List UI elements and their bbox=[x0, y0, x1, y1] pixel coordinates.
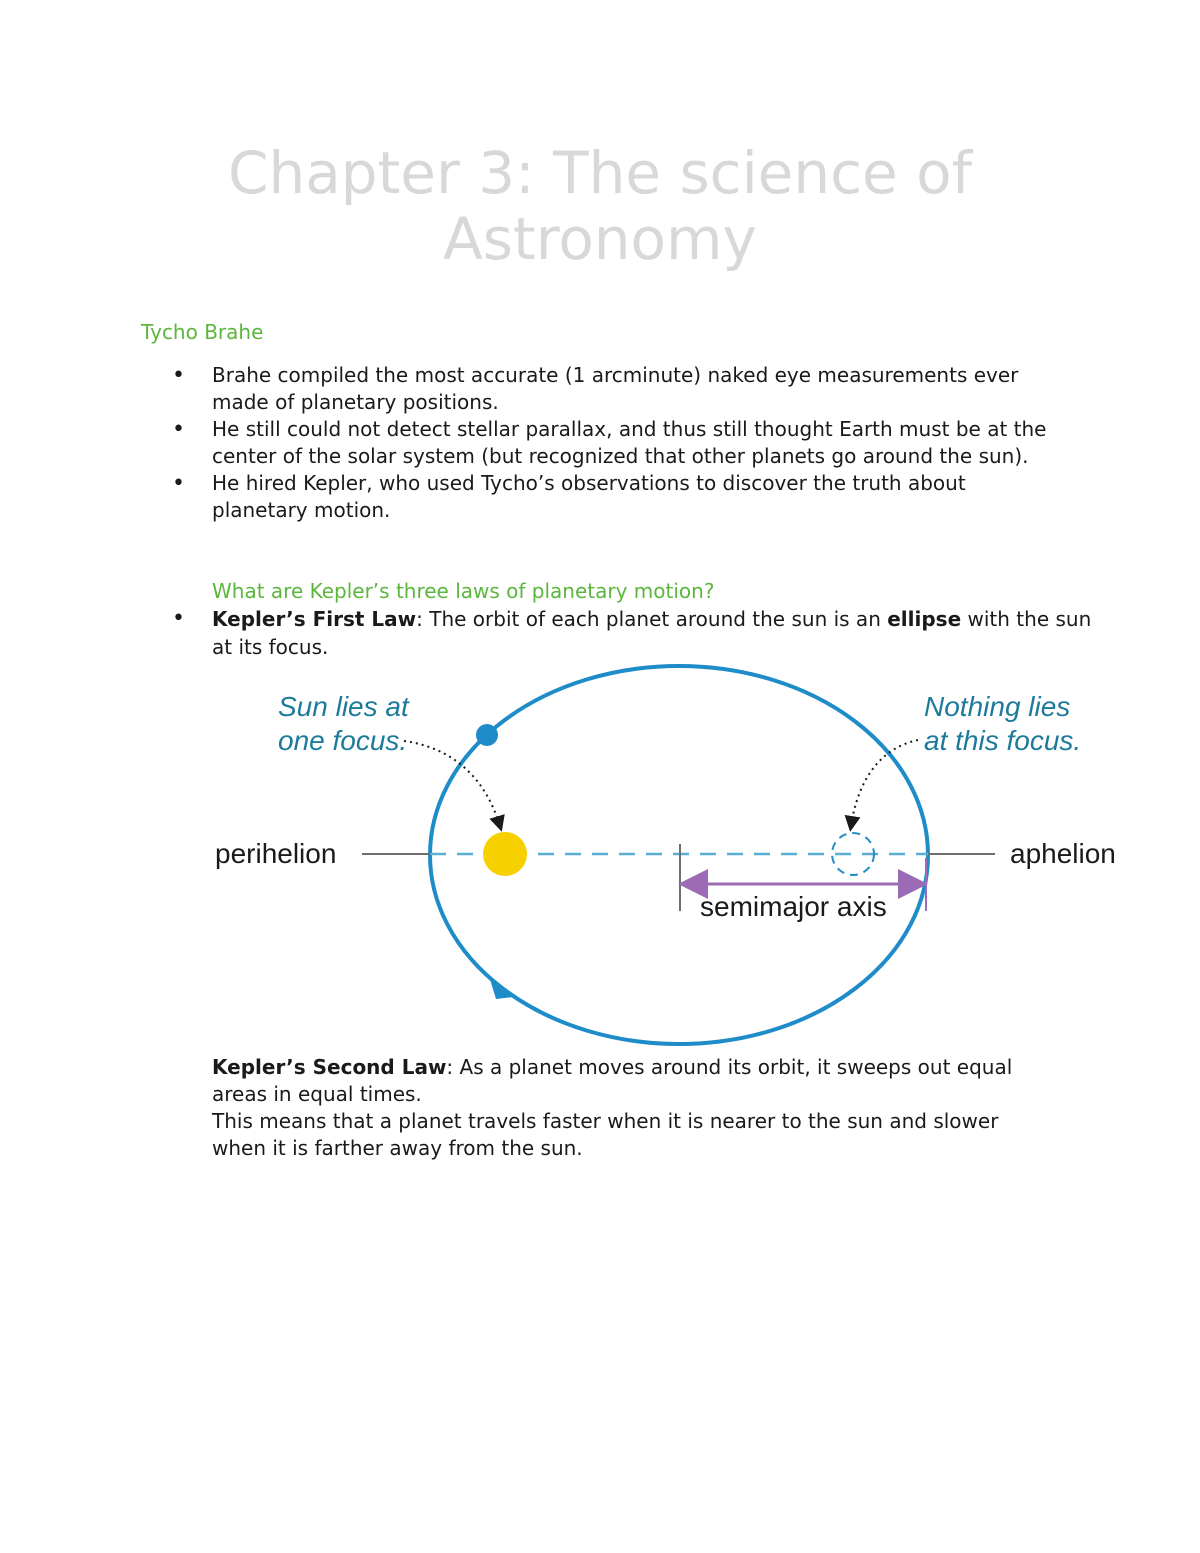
bullet-text: Brahe compiled the most accurate (1 arcminute) naked eye measurements ever made of planetary positions. bbox=[212, 363, 1019, 414]
first-law-label: Kepler’s First Law bbox=[212, 607, 417, 631]
planet-icon bbox=[476, 724, 498, 746]
aphelion-label: aphelion bbox=[1010, 838, 1116, 869]
title-line-1: Chapter 3: The science of bbox=[227, 139, 973, 207]
bullet-text: He still could not detect stellar parallax, and thus still thought Earth must be at the center of the solar system (but recognized that other planets go around the sun). bbox=[212, 417, 1047, 468]
sun-label-line-2: one focus. bbox=[278, 725, 408, 756]
perihelion-label: perihelion bbox=[215, 838, 337, 869]
first-law-text-b: with the sun at its focus. bbox=[212, 607, 1092, 659]
sun-label-line-1: Sun lies at bbox=[278, 691, 409, 722]
section-heading-tycho: Tycho Brahe bbox=[141, 320, 264, 344]
sun-pointer-arrow bbox=[404, 741, 500, 826]
bullet-icon: • bbox=[172, 606, 185, 631]
second-law-label: Kepler’s Second Law bbox=[212, 1055, 447, 1079]
bullet-icon: • bbox=[172, 471, 185, 496]
bullet-icon: • bbox=[172, 417, 185, 442]
kepler-second-law bbox=[212, 1054, 1052, 1162]
bullet-icon: • bbox=[172, 363, 185, 388]
second-law-text-b: This means that a planet travels faster when it is nearer to the sun and slower when it is farther away from the sun. bbox=[212, 1109, 999, 1160]
bullet-text: He hired Kepler, who used Tycho’s observations to discover the truth about planetary motion. bbox=[212, 471, 966, 522]
second-law-text-a: : As a planet moves around its orbit, it sweeps out equal areas in equal times. bbox=[212, 1055, 1013, 1106]
sun-icon bbox=[483, 832, 527, 876]
first-law-emphasis: ellipse bbox=[887, 607, 962, 631]
section-heading-kepler: What are Kepler’s three laws of planetary motion? bbox=[212, 579, 715, 603]
nothing-label-line-1: Nothing lies bbox=[924, 691, 1071, 722]
orbit-direction-arrow-icon bbox=[489, 976, 514, 999]
semimajor-axis-label: semimajor axis bbox=[700, 891, 887, 922]
nothing-label-line-2: at this focus. bbox=[924, 725, 1082, 756]
title-line-2: Astronomy bbox=[443, 205, 757, 273]
first-law-text-a: : The orbit of each planet around the sun is an bbox=[416, 607, 888, 631]
